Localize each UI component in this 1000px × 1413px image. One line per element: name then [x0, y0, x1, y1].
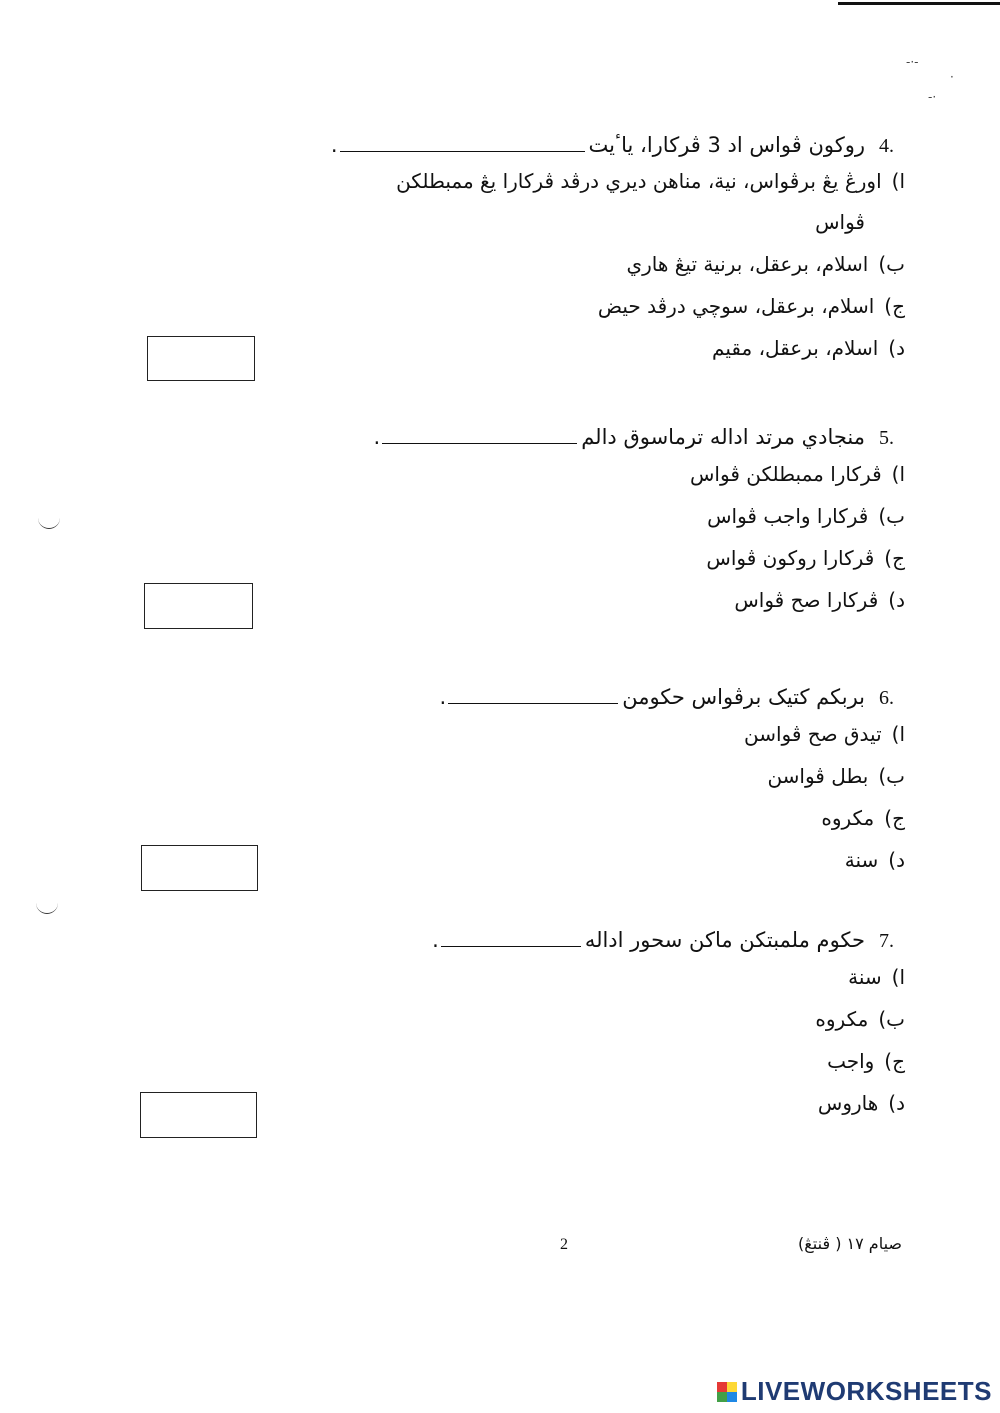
option-b	[374, 495, 905, 537]
option-a	[432, 956, 905, 998]
blank-end: .	[439, 685, 447, 709]
fill-blank	[382, 429, 577, 444]
option-text: ڤركارا روكون ڤواس	[706, 546, 875, 570]
option-d	[432, 1082, 905, 1124]
option-d	[331, 327, 905, 369]
option-c	[374, 537, 905, 579]
question-6	[440, 682, 905, 881]
option-c	[440, 797, 905, 839]
option-text: اسلام، برعقل، سوچي درڤد حيض	[597, 294, 875, 318]
option-letter: ا)	[891, 722, 905, 746]
option-letter: ج)	[884, 294, 905, 318]
option-text: ڤركارا واجب ڤواس	[707, 504, 869, 528]
option-text: مكروه	[821, 806, 875, 830]
question-number: 4.	[879, 135, 894, 157]
option-text: هاروس	[817, 1091, 879, 1115]
option-letter: ب)	[878, 504, 905, 528]
question-number: 5.	[879, 427, 894, 449]
option-letter: ج)	[884, 806, 905, 830]
option-a	[331, 161, 905, 201]
fill-blank	[340, 137, 585, 152]
option-d	[440, 839, 905, 881]
scan-mark	[38, 518, 60, 529]
question-number: 7.	[879, 930, 894, 952]
option-letter: ج)	[884, 546, 905, 570]
option-text: سنة	[848, 965, 882, 989]
blank-end: .	[330, 133, 338, 157]
option-text: بطل ڤواسن	[767, 764, 869, 788]
scan-speck: -·	[928, 90, 937, 104]
option-a-continued: ڤواس	[815, 210, 865, 234]
question-stem: منجادي مرتد اداله ترماسوق دالم	[581, 425, 865, 449]
question-stem-line	[440, 682, 905, 713]
logo-cell	[717, 1392, 727, 1402]
option-text: تيدق صح ڤواسن	[743, 722, 882, 746]
logo-cell	[727, 1392, 737, 1402]
option-b	[440, 755, 905, 797]
scan-mark	[36, 903, 58, 914]
answer-box-4[interactable]	[147, 336, 255, 381]
answer-box-7[interactable]	[140, 1092, 257, 1138]
option-a	[374, 453, 905, 495]
question-number: 6.	[879, 687, 894, 709]
option-c	[331, 285, 905, 327]
option-text: ڤركارا ممبطلكن ڤواس	[690, 462, 882, 486]
fill-blank	[441, 932, 581, 947]
option-text: واجب	[827, 1049, 875, 1073]
option-letter: د)	[888, 848, 905, 872]
option-text: اورڠ يڠ برڤواس، نية، مناهن ديري درڤد ڤركارا يڠ ممبطلكن	[396, 169, 882, 193]
option-text: مكروه	[815, 1007, 869, 1031]
option-letter: ب)	[878, 252, 905, 276]
footer-subject: صيام ١٧ ( ڤنتڠ)	[798, 1234, 902, 1253]
option-letter: ج)	[884, 1049, 905, 1073]
scan-speck: ·	[950, 70, 954, 84]
liveworksheets-brand	[717, 1376, 992, 1407]
option-text: ڤركارا صح ڤواس	[734, 588, 879, 612]
question-7	[432, 925, 905, 1124]
question-stem: روكون ڤواس اد 3 ڤركارا، ياٴيت	[588, 133, 865, 157]
option-letter: د)	[888, 336, 905, 360]
logo-cell	[727, 1382, 737, 1392]
option-letter: ب)	[878, 1007, 905, 1031]
option-b	[331, 243, 905, 285]
option-letter: ب)	[878, 764, 905, 788]
question-stem: بربكم كتيک برڤواس حكومن	[622, 685, 865, 709]
blank-end: .	[373, 425, 381, 449]
brand-text: LIVEWORKSHEETS	[740, 1376, 992, 1406]
question-5	[374, 422, 905, 621]
option-text: اسلام، برعقل، مقيم	[712, 336, 879, 360]
question-stem-line	[374, 422, 905, 453]
question-stem-line	[331, 130, 905, 161]
page-number: 2	[560, 1236, 568, 1253]
option-text: اسلام، برعقل، برنية تيڠ هاري	[626, 252, 869, 276]
option-letter: د)	[888, 1091, 905, 1115]
liveworksheets-logo-icon	[717, 1382, 737, 1402]
question-stem-line	[432, 925, 905, 956]
logo-cell	[717, 1382, 727, 1392]
option-letter: د)	[888, 588, 905, 612]
option-letter: ا)	[891, 462, 905, 486]
option-letter: ا)	[891, 169, 905, 193]
option-letter: ا)	[891, 965, 905, 989]
question-4	[331, 130, 905, 369]
answer-box-6[interactable]	[141, 845, 258, 891]
option-a	[440, 713, 905, 755]
option-c	[432, 1040, 905, 1082]
fill-blank	[448, 689, 618, 704]
scan-speck: -·-	[906, 55, 919, 69]
option-b	[432, 998, 905, 1040]
blank-end: .	[432, 928, 439, 952]
option-d	[374, 579, 905, 621]
option-text: سنة	[844, 848, 879, 872]
question-stem: حكوم ملمبتكن ماكن سحور اداله	[584, 928, 865, 952]
answer-box-5[interactable]	[144, 583, 253, 629]
top-rule	[838, 2, 1000, 5]
